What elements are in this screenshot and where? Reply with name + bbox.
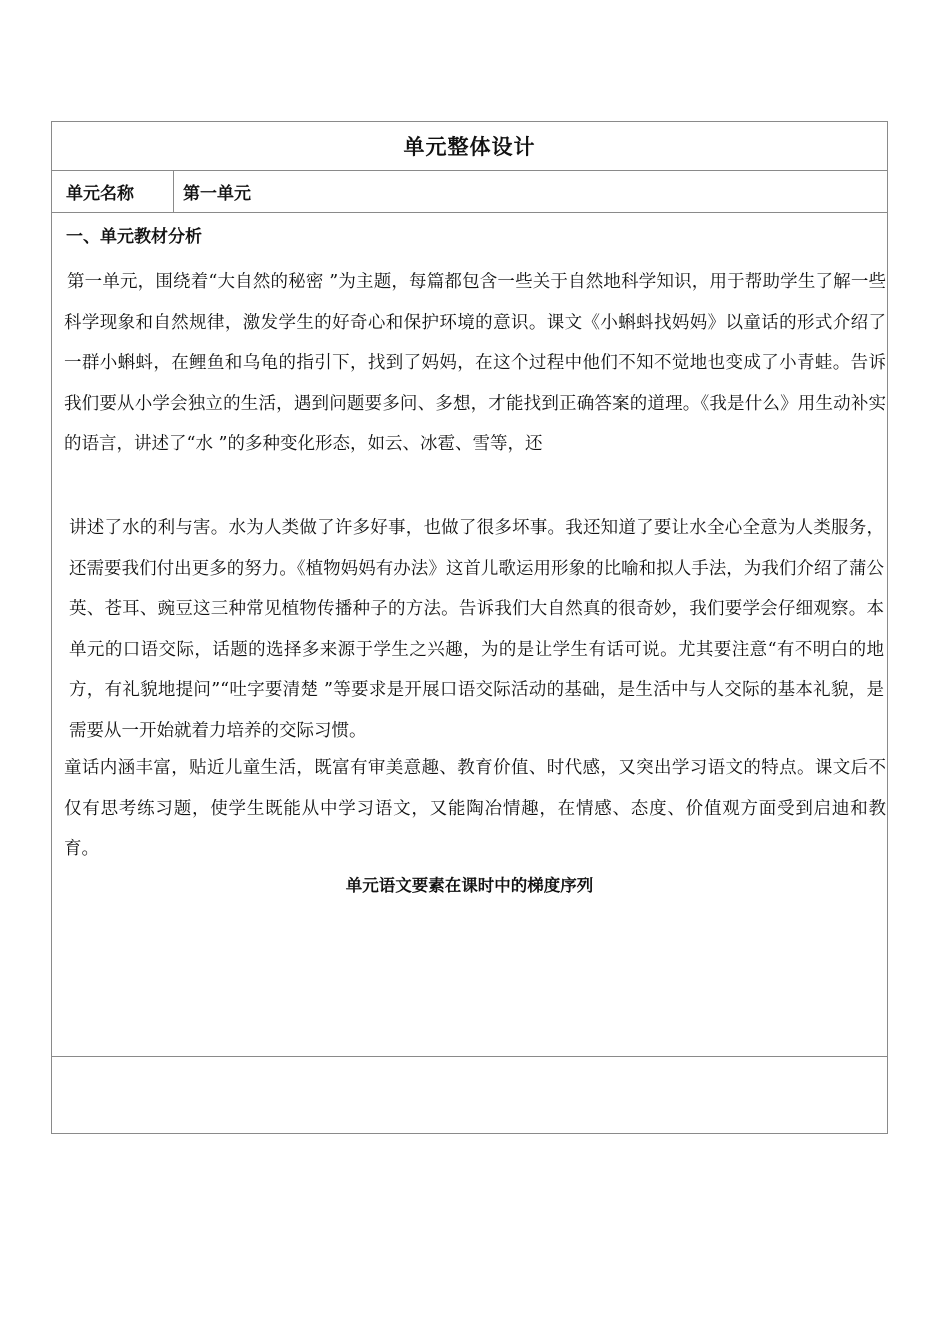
title-row: [52, 122, 887, 171]
unit-design-table: [51, 121, 888, 1134]
empty-bottom-cell: [52, 1057, 887, 1133]
analysis-paragraph-3: 童话内涵丰富，贴近儿童生活，既富有审美意趣、教育价值、时代感，又突出学习语文的特点。课文后不仅有思考练习题，使学生既能从中学习语文，又能陶冶情趣，在情感、态度、价值观方面受到启迪和教育。: [64, 758, 886, 859]
unit-name-label-cell: [52, 171, 174, 212]
gradient-sequence-heading: 单元语文要素在课时中的梯度序列: [345, 876, 594, 895]
document-title: 单元整体设计: [403, 135, 536, 159]
section-heading: 一、单元教材分析: [66, 227, 202, 247]
unit-name-row: [52, 171, 887, 213]
unit-name-label: 单元名称: [66, 184, 134, 204]
unit-name-value-cell: [174, 171, 887, 212]
analysis-paragraph-2: 讲述了水的利与害。水为人类做了许多好事，也做了很多坏事。我还知道了要让水全心全意为人类服务，还需要我们付出更多的努力。《植物妈妈有办法》这首儿歌运用形象的比喻和拟人手法，为我们介绍了蒲公英、苍耳、豌豆这三种常见植物传播种子的方法。告诉我们大自然真的很奇妙，我们要学会仔细观察。本单元的口语交际，话题的选择多来源于学生之兴趣，为的是让学生有话可说。尤其要注意“有不明白的地方，有礼貌地提问”“吐字要清楚 ”等要求是开展口语交际活动的基础，是生活中与人交际的基本礼貌，是需要从一开始就着力培养的交际习惯。: [69, 518, 884, 741]
unit-name-value: 第一单元: [183, 184, 251, 204]
analysis-paragraph-1: 第一单元，围绕着“大自然的秘密 ”为主题，每篇都包含一些关于自然地科学知识，用于帮助学生了解一些科学现象和自然规律，激发学生的好奇心和保护环境的意识。课文《小蝌蚪找妈妈》以童话的形式介绍了一群小蝌蚪，在鲤鱼和乌龟的指引下，找到了妈妈，在这个过程中他们不知不觉地也变成了小青蛙。告诉我们要从小学会独立的生活，遇到问题要多问、多想，才能找到正确答案的道理。《我是什么》用生动补实的语言，讲述了“水 ”的多种变化形态，如云、冰雹、雪等，还: [64, 272, 886, 454]
